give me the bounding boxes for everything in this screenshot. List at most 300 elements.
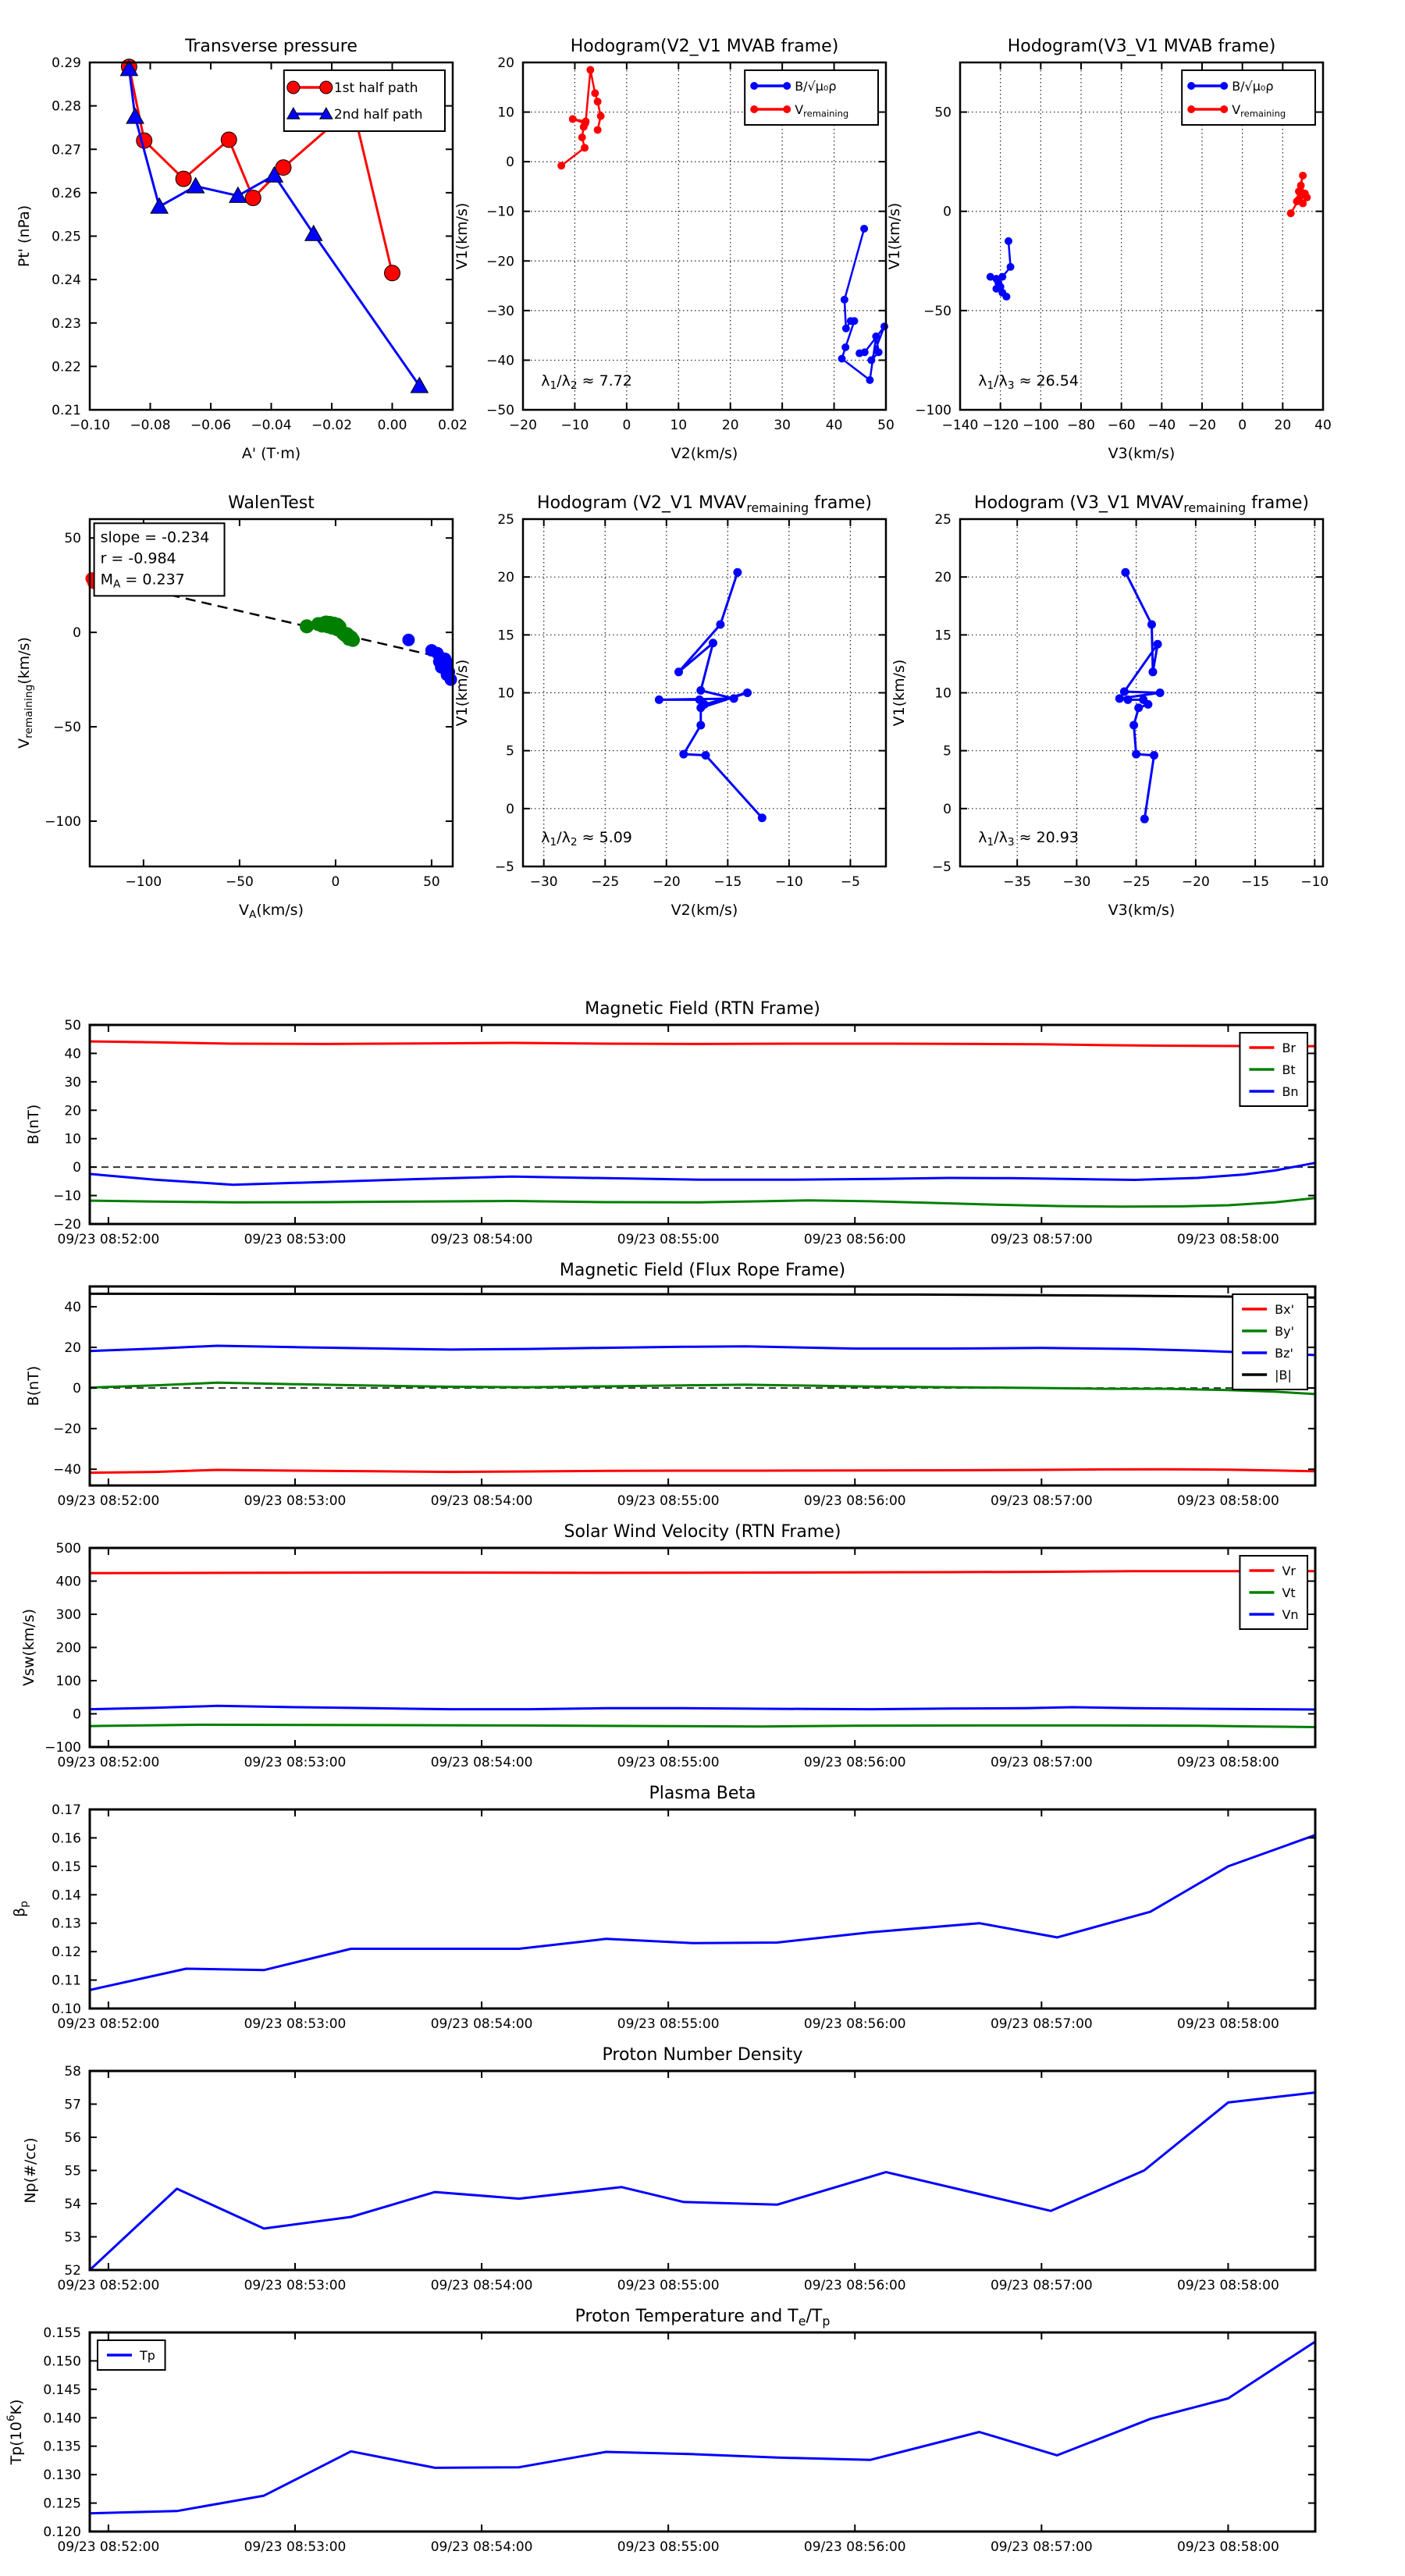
y-tick-label: 20 <box>934 570 951 586</box>
data-point-dot <box>655 696 663 704</box>
y-tick-label: 300 <box>55 1607 81 1623</box>
series-Vt <box>90 1725 1315 1727</box>
chart-hodogram-v3v1-mvav <box>891 493 1329 919</box>
legend <box>98 2340 165 2370</box>
y-axis-label: V1(km/s) <box>891 659 908 727</box>
series-beta-p <box>90 1835 1315 1991</box>
y-tick-label: −50 <box>53 720 81 736</box>
data-point-dot <box>1140 815 1149 824</box>
x-tick-label: −20 <box>652 874 681 890</box>
y-axis-label: $V_{remaining}(km/s)$ <box>16 637 36 749</box>
x-tick-label: 09/23 08:57:00 <box>990 2278 1093 2293</box>
data-point-circle <box>245 190 261 206</box>
data-point-circle <box>385 265 400 281</box>
y-axis-label: B(nT) <box>25 1365 42 1407</box>
data-point-dot <box>783 105 791 113</box>
y-tick-label: 57 <box>64 2097 81 2113</box>
x-axis-label: V2(km/s) <box>670 445 738 462</box>
legend <box>284 70 445 131</box>
y-tick-label: 0.21 <box>52 403 81 418</box>
y-tick-label: 0.145 <box>43 2382 81 2398</box>
legend-label: $V_{remaining}$ <box>1232 102 1286 119</box>
chart-walen-test <box>16 493 457 921</box>
chart-title: Hodogram(V3_V1 MVAB frame) <box>1007 37 1276 56</box>
x-tick-label: −30 <box>529 874 558 890</box>
x-tick-label: 09/23 08:53:00 <box>244 1755 347 1770</box>
x-tick-label: −120 <box>982 418 1019 433</box>
y-tick-label: 0.12 <box>52 1944 81 1961</box>
legend-label: Bz' <box>1275 1346 1293 1361</box>
y-tick-label: 54 <box>64 2197 81 2212</box>
series-v-path <box>1115 568 1165 824</box>
x-tick-label: −0.10 <box>69 418 111 433</box>
x-tick-label: −0.04 <box>251 418 292 433</box>
data-point-dot <box>1187 105 1195 113</box>
x-tick-label: 09/23 08:58:00 <box>1177 1493 1279 1509</box>
x-tick-label: −0.06 <box>190 418 232 433</box>
chart-title: Proton Number Density <box>602 2045 803 2065</box>
y-tick-label: 40 <box>64 1046 81 1062</box>
y-tick-label: 0.24 <box>52 272 81 289</box>
x-axis-label: V3(km/s) <box>1108 902 1176 919</box>
data-point-dot <box>750 82 758 90</box>
annotation: $\lambda_1/\lambda_3 \approx 20.93$ <box>978 828 1079 849</box>
x-tick-label: 09/23 08:57:00 <box>990 2016 1093 2032</box>
x-tick-label: 09/23 08:54:00 <box>430 2539 533 2555</box>
y-tick-label: −100 <box>44 1740 81 1756</box>
data-point-dot <box>569 115 577 123</box>
legend-label: 1st half path <box>333 80 418 96</box>
data-point-circle <box>221 132 237 148</box>
x-tick-label: −25 <box>1122 874 1151 890</box>
x-tick-label: 09/23 08:53:00 <box>244 1232 347 1247</box>
legend <box>1240 1556 1307 1629</box>
x-axis-label: V2(km/s) <box>670 902 738 919</box>
x-tick-label: −10 <box>560 418 589 433</box>
y-tick-label: 0 <box>943 204 951 220</box>
data-point-dot <box>1187 82 1195 90</box>
series-Br <box>90 1041 1315 1046</box>
y-tick-label: −10 <box>486 204 514 220</box>
data-point-dot <box>1115 694 1124 703</box>
y-tick-label: −30 <box>486 303 514 319</box>
x-tick-label: −60 <box>1107 418 1136 433</box>
y-tick-label: −40 <box>53 1462 81 1478</box>
y-tick-label: 40 <box>64 1300 81 1316</box>
y-tick-label: 0.125 <box>43 2496 81 2512</box>
y-tick-label: 55 <box>64 2163 81 2179</box>
chart-title: WalenTest <box>228 493 315 513</box>
y-axis-label: V1(km/s) <box>886 202 903 270</box>
y-tick-label: 0 <box>943 801 951 817</box>
chart-hodogram-v3v1-mvab <box>886 37 1332 462</box>
legend-label: Vn <box>1282 1607 1299 1622</box>
y-tick-label: 0.135 <box>43 2439 81 2455</box>
data-point-dot <box>679 750 688 759</box>
y-tick-label: 10 <box>934 685 951 702</box>
x-tick-label: 09/23 08:58:00 <box>1177 1232 1279 1247</box>
y-axis-label: V1(km/s) <box>454 202 471 270</box>
y-tick-label: 0.25 <box>52 229 81 245</box>
data-point-dot <box>1123 696 1132 704</box>
data-point-dot <box>875 348 883 356</box>
legend-label: B/√μ₀ρ <box>795 79 837 94</box>
y-tick-label: −5 <box>931 859 951 875</box>
data-point-dot <box>441 669 454 681</box>
annotation: $\lambda_1/\lambda_3 \approx 26.54$ <box>978 372 1079 393</box>
x-tick-label: −25 <box>591 874 620 890</box>
data-point-dot <box>586 66 594 74</box>
x-tick-label: −10 <box>1300 874 1329 890</box>
data-point-dot <box>860 225 868 233</box>
data-point-dot <box>838 355 846 363</box>
x-tick-label: 40 <box>825 418 843 433</box>
x-tick-label: 09/23 08:55:00 <box>617 2278 720 2293</box>
y-axis-label: $\beta_p$ <box>11 1901 31 1917</box>
x-tick-label: 09/23 08:52:00 <box>57 1493 160 1509</box>
data-point-circle <box>287 81 300 94</box>
legend-label: Bn <box>1282 1084 1299 1099</box>
y-tick-label: 0.14 <box>52 1888 81 1904</box>
chart-vsw-rtn <box>20 1522 1315 1770</box>
data-point-dot <box>841 296 848 304</box>
x-tick-label: 09/23 08:56:00 <box>803 1755 906 1770</box>
data-point-dot <box>1297 182 1305 190</box>
x-tick-label: 09/23 08:54:00 <box>430 2016 533 2032</box>
data-point-dot <box>1299 172 1307 180</box>
series-Np <box>90 2093 1315 2270</box>
data-point-triangle <box>126 109 144 124</box>
data-point-dot <box>696 721 705 730</box>
legend-label: Tp <box>140 2348 155 2363</box>
y-tick-label: −10 <box>53 1188 81 1204</box>
y-tick-label: 0.130 <box>43 2467 81 2484</box>
x-tick-label: 0 <box>331 874 340 890</box>
x-tick-label: 10 <box>670 418 688 433</box>
y-tick-label: 0.26 <box>52 185 81 201</box>
x-tick-label: 09/23 08:52:00 <box>57 1755 160 1770</box>
data-point-dot <box>557 162 565 169</box>
y-tick-label: 30 <box>64 1074 81 1091</box>
y-tick-label: −40 <box>486 353 514 369</box>
y-tick-label: 20 <box>64 1340 81 1357</box>
y-tick-label: 20 <box>497 55 514 71</box>
data-point-triangle <box>305 226 322 241</box>
data-point-dot <box>402 634 414 646</box>
legend-label: B/√μ₀ρ <box>1232 79 1274 94</box>
y-tick-label: 0 <box>73 1706 81 1723</box>
y-tick-label: −20 <box>53 1421 81 1438</box>
x-tick-label: 40 <box>1314 418 1332 433</box>
y-axis-label: V1(km/s) <box>454 659 471 727</box>
data-point-dot <box>1287 209 1295 217</box>
y-tick-label: 400 <box>55 1574 81 1590</box>
chart-title: Proton Temperature and $T_e/T_p$ <box>574 2307 831 2329</box>
info-box-line: slope = -0.234 <box>100 528 210 546</box>
y-tick-label: 10 <box>497 105 514 121</box>
data-point-dot <box>1147 620 1156 628</box>
y-tick-label: 20 <box>497 570 514 586</box>
data-point-dot <box>716 620 724 628</box>
series-Bn <box>90 1163 1315 1185</box>
legend-label: |B| <box>1275 1368 1292 1382</box>
y-tick-label: 50 <box>934 105 951 121</box>
data-point-dot <box>1007 263 1015 271</box>
y-tick-label: 0 <box>73 1381 81 1397</box>
y-tick-label: 0.22 <box>52 359 81 375</box>
y-tick-label: 0.155 <box>43 2325 81 2341</box>
chart-title: Hodogram(V2_V1 MVAB frame) <box>570 37 839 56</box>
series-v-path <box>655 568 767 822</box>
data-point-dot <box>1120 688 1129 696</box>
y-tick-label: 0.10 <box>52 2001 81 2017</box>
y-tick-label: 0.15 <box>52 1859 81 1875</box>
y-tick-label: 56 <box>64 2130 81 2146</box>
axes-frame <box>90 1548 1315 1747</box>
data-point-dot <box>855 350 863 358</box>
legend-label: Bx' <box>1275 1302 1295 1317</box>
data-point-dot <box>1293 197 1300 205</box>
data-point-dot <box>866 376 873 384</box>
y-tick-label: 25 <box>497 512 514 528</box>
x-tick-label: 09/23 08:57:00 <box>990 1232 1093 1247</box>
data-point-dot <box>702 751 710 760</box>
data-point-dot <box>1002 293 1010 301</box>
data-point-dot <box>696 703 705 712</box>
annotation: $\lambda_1/\lambda_2 \approx 5.09$ <box>541 828 632 849</box>
x-tick-label: −0.08 <box>130 418 171 433</box>
y-tick-label: 0.27 <box>52 142 81 158</box>
y-tick-label: 52 <box>64 2263 81 2279</box>
series-Vn <box>90 1706 1315 1710</box>
axes-frame <box>90 2071 1315 2270</box>
legend-label: Vr <box>1282 1564 1296 1578</box>
data-point-dot <box>696 686 705 695</box>
y-tick-label: 0.23 <box>52 315 81 332</box>
data-point-dot <box>346 633 360 647</box>
x-tick-label: −20 <box>1181 874 1210 890</box>
annotation: $\lambda_1/\lambda_2 \approx 7.72$ <box>541 372 632 393</box>
legend-label: 2nd half path <box>333 107 423 123</box>
y-tick-label: 5 <box>943 743 951 760</box>
x-axis-label: V3(km/s) <box>1108 445 1176 462</box>
data-point-triangle <box>151 198 168 214</box>
x-tick-label: 09/23 08:55:00 <box>617 1232 720 1247</box>
chart-title: Transverse pressure <box>185 37 357 56</box>
y-tick-label: 0 <box>506 801 514 817</box>
series-B-magnitude <box>90 1293 1315 1297</box>
x-tick-label: 09/23 08:55:00 <box>617 1493 720 1509</box>
data-point-dot <box>743 688 752 697</box>
chart-mag-flux-rope <box>25 1261 1315 1509</box>
series-v-remaining <box>557 66 604 170</box>
info-box-line: $M_A = 0.237$ <box>100 571 185 591</box>
x-tick-label: −10 <box>774 874 803 890</box>
y-axis-label: Np(#/cc) <box>22 2137 39 2204</box>
series-center-cluster <box>300 616 360 647</box>
y-tick-label: 0.17 <box>52 1802 81 1818</box>
legend <box>1232 1294 1307 1389</box>
series-Tp <box>90 2342 1315 2514</box>
x-tick-label: 09/23 08:52:00 <box>57 2539 160 2555</box>
x-tick-label: 09/23 08:56:00 <box>803 1232 906 1247</box>
chart-title: Hodogram (V2_V1 $MVAV_{remaining}$ frame) <box>537 493 872 515</box>
data-point-dot <box>1005 237 1012 245</box>
y-tick-label: 15 <box>934 628 951 644</box>
x-tick-label: 09/23 08:54:00 <box>430 1755 533 1770</box>
data-point-dot <box>850 317 858 325</box>
y-tick-label: 0 <box>506 155 514 171</box>
x-tick-label: 50 <box>423 874 440 890</box>
data-point-dot <box>1144 700 1152 709</box>
x-tick-label: 09/23 08:57:00 <box>990 1755 1093 1770</box>
y-tick-label: 20 <box>64 1103 81 1119</box>
y-tick-label: 10 <box>497 685 514 702</box>
legend <box>1240 1033 1307 1106</box>
x-tick-label: 09/23 08:56:00 <box>803 2016 906 2032</box>
x-axis-label: $V_A(km/s)$ <box>238 902 304 922</box>
chart-proton-density <box>22 2045 1315 2293</box>
series-Bx-prime <box>90 1469 1315 1472</box>
x-tick-label: −100 <box>125 874 162 890</box>
legend-label: Bt <box>1282 1062 1296 1077</box>
x-tick-label: −50 <box>225 874 254 890</box>
data-point-circle <box>176 171 191 187</box>
x-tick-label: 09/23 08:53:00 <box>244 2016 347 2032</box>
x-tick-label: −140 <box>941 418 979 433</box>
data-point-dot <box>1148 667 1157 676</box>
legend-label: By' <box>1275 1324 1295 1339</box>
data-point-dot <box>730 694 738 703</box>
x-tick-label: 09/23 08:55:00 <box>617 2016 720 2032</box>
y-tick-label: 0 <box>73 1160 81 1176</box>
x-tick-label: −0.02 <box>311 418 353 433</box>
x-tick-label: 09/23 08:52:00 <box>57 1232 160 1247</box>
x-tick-label: −5 <box>840 874 860 890</box>
data-point-dot <box>1154 640 1162 649</box>
x-tick-label: 20 <box>1274 418 1292 433</box>
data-point-dot <box>842 325 850 333</box>
x-tick-label: 09/23 08:56:00 <box>803 2278 906 2293</box>
chart-plasma-beta <box>11 1784 1315 2032</box>
data-point-dot <box>594 126 602 133</box>
data-point-dot <box>1132 750 1140 759</box>
y-axis-label: $Tp(10^6K)$ <box>5 2399 25 2465</box>
y-tick-label: 50 <box>64 531 81 547</box>
x-tick-label: 30 <box>774 418 791 433</box>
data-point-dot <box>674 667 683 676</box>
legend-label: Vt <box>1282 1585 1296 1600</box>
data-point-dot <box>733 568 742 577</box>
legend-label: $V_{remaining}$ <box>795 102 849 119</box>
data-point-dot <box>1129 721 1138 730</box>
x-tick-label: 09/23 08:58:00 <box>1177 2539 1279 2555</box>
x-tick-label: −35 <box>1003 874 1032 890</box>
y-tick-label: 200 <box>55 1640 81 1656</box>
legend <box>1182 70 1315 125</box>
x-tick-label: 09/23 08:53:00 <box>244 2539 347 2555</box>
y-tick-label: 58 <box>64 2064 81 2080</box>
chart-hodogram-v2v1-mvab <box>454 37 895 462</box>
y-tick-label: −100 <box>44 813 81 830</box>
data-point-dot <box>1150 751 1158 760</box>
chart-title: Solar Wind Velocity (RTN Frame) <box>564 1522 841 1542</box>
x-tick-label: 09/23 08:55:00 <box>617 1755 720 1770</box>
x-tick-label: 0.02 <box>438 418 468 433</box>
x-tick-label: 0 <box>622 418 631 433</box>
y-tick-label: 53 <box>64 2229 81 2246</box>
series-Vr <box>90 1571 1315 1574</box>
y-tick-label: 10 <box>64 1131 81 1147</box>
x-tick-label: −100 <box>1022 418 1059 433</box>
x-tick-label: −15 <box>713 874 742 890</box>
y-tick-label: −20 <box>53 1217 81 1233</box>
x-tick-label: 09/23 08:53:00 <box>244 1493 347 1509</box>
x-tick-label: 09/23 08:52:00 <box>57 2016 160 2032</box>
data-point-dot <box>709 639 717 647</box>
y-tick-label: 0.150 <box>43 2354 81 2370</box>
series-Bt <box>90 1198 1315 1207</box>
x-tick-label: 09/23 08:57:00 <box>990 1493 1093 1509</box>
data-point-dot <box>880 322 888 330</box>
data-point-dot <box>783 82 791 90</box>
y-tick-label: 0 <box>73 625 81 642</box>
y-axis-label: B(nT) <box>25 1104 42 1145</box>
data-point-dot <box>578 133 586 141</box>
info-box-line: r = -0.984 <box>100 550 176 568</box>
y-tick-label: 0.16 <box>52 1831 81 1847</box>
chart-mag-rtn <box>25 999 1315 1247</box>
y-tick-label: −5 <box>494 859 514 875</box>
y-tick-label: 0.11 <box>52 1973 81 1989</box>
data-point-dot <box>872 333 880 340</box>
series-v-remaining <box>1287 172 1311 217</box>
data-point-dot <box>1134 703 1143 712</box>
x-tick-label: 09/23 08:56:00 <box>803 1493 906 1509</box>
y-tick-label: 100 <box>55 1674 81 1689</box>
x-tick-label: −30 <box>1062 874 1091 890</box>
y-axis-label: Pt' (nPa) <box>16 205 33 268</box>
x-tick-label: 09/23 08:54:00 <box>430 2278 533 2293</box>
data-point-dot <box>581 144 589 151</box>
data-point-dot <box>591 89 599 97</box>
x-tick-label: 0.00 <box>377 418 407 433</box>
data-point-dot <box>867 356 875 364</box>
chart-transverse-pressure <box>16 37 468 462</box>
x-tick-label: 09/23 08:58:00 <box>1177 2016 1279 2032</box>
series-Bz-prime <box>90 1346 1315 1355</box>
data-point-dot <box>758 813 767 822</box>
x-tick-label: 09/23 08:56:00 <box>803 2539 906 2555</box>
data-point-dot <box>1156 688 1165 697</box>
y-tick-label: 500 <box>55 1541 81 1557</box>
data-point-dot <box>597 112 605 120</box>
data-point-circle <box>320 81 333 94</box>
data-point-dot <box>594 98 602 105</box>
y-tick-label: −100 <box>915 403 951 418</box>
x-tick-label: 50 <box>877 418 895 433</box>
x-tick-label: 09/23 08:53:00 <box>244 2278 347 2293</box>
x-tick-label: 09/23 08:52:00 <box>57 2278 160 2293</box>
chart-proton-temperature <box>5 2307 1315 2555</box>
data-point-triangle <box>411 377 428 393</box>
legend-label: Br <box>1282 1041 1297 1055</box>
x-tick-label: 09/23 08:54:00 <box>430 1232 533 1247</box>
y-axis-label: Vsw(km/s) <box>20 1608 37 1687</box>
y-tick-label: 0.140 <box>43 2411 81 2427</box>
x-tick-label: −40 <box>1147 418 1176 433</box>
y-tick-label: 15 <box>497 628 514 644</box>
